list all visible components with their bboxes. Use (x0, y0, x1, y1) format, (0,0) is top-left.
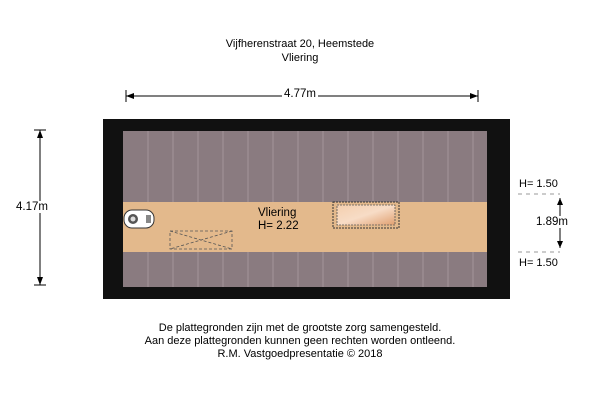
disclaimer-line-1: De plattegronden zijn met de grootste zorg samengesteld. (158, 322, 442, 334)
height-bottom-label: H= 1.50 (519, 257, 558, 269)
floor-title: Vliering (281, 52, 319, 64)
room-name: Vliering (258, 207, 297, 219)
room-height: H= 2.22 (258, 220, 299, 232)
room-label (258, 207, 299, 233)
roof-slope-top (123, 131, 487, 202)
roof-slope-bottom (123, 252, 487, 287)
address-title: Vijfherenstraat 20, Heemstede (225, 38, 375, 50)
copyright-line: R.M. Vastgoedpresentatie © 2018 (217, 348, 383, 360)
skylight (333, 202, 399, 228)
clear-height-label: 1.89m (536, 216, 568, 228)
height-top-label: H= 1.50 (519, 178, 558, 190)
floor-area (123, 202, 487, 252)
width-label: 4.77m (284, 88, 316, 100)
depth-label: 4.17m (16, 201, 48, 213)
disclaimer-line-2: Aan deze plattegronden kunnen geen rechten worden ontleend. (144, 335, 456, 347)
boiler-icon (124, 210, 154, 228)
